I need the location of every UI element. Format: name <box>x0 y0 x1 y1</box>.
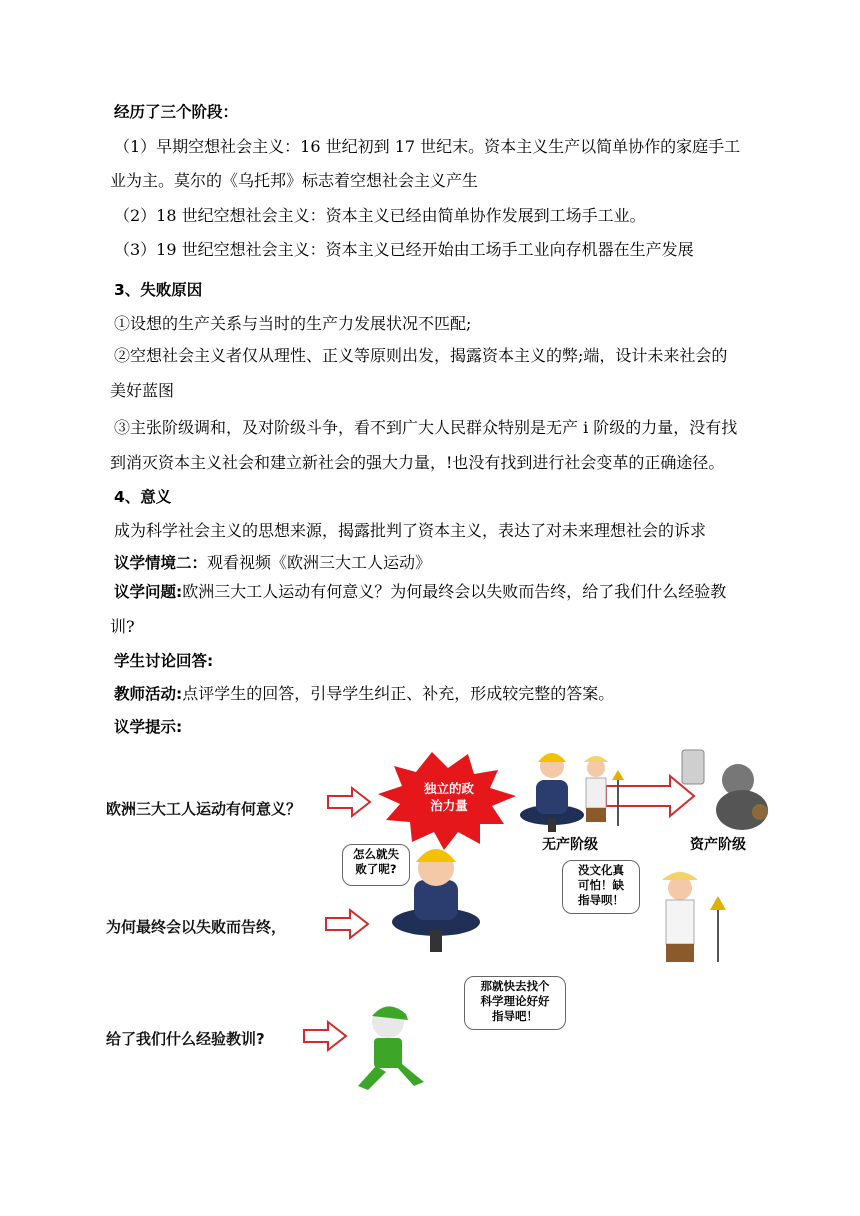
arrow-1 <box>328 788 370 816</box>
arrow-4 <box>606 776 694 816</box>
reason-2-line1: ②空想社会主义者仅从理性、正义等原则出发，揭露资本主义的弊;端，设计未来社会的 <box>114 346 728 365</box>
worker-standing-middle <box>662 872 726 962</box>
burst-text <box>414 780 484 814</box>
reason-2-line2: 美好蓝图 <box>110 381 175 400</box>
bourgeoisie-caption: 资产阶级 <box>690 837 746 853</box>
stage1-line1: （1）早期空想社会主义：16 世纪初到 17 世纪末。资本主义生产以简单协作的家庭手工 <box>114 137 741 156</box>
green-figure-illustration <box>358 1006 424 1090</box>
significance-text: 成为科学社会主义的思想来源，揭露批判了资本主义，表达了对未来理想社会的诉求 <box>114 521 707 540</box>
figure-question-3: 给了我们什么经验教训? <box>106 1030 265 1048</box>
hint-label: 议学提示: <box>114 718 183 736</box>
reason-3-line1: ③主张阶级调和，及对阶级斗争，看不到广大人民群众特别是无产 i 阶级的力量，没有找 <box>114 418 738 437</box>
situation-text: 观看视频《欧洲三大工人运动》 <box>207 553 432 572</box>
bubble2-line1: 没文化真 <box>578 863 624 877</box>
reason-1: ①设想的生产关系与当时的生产力发展状况不匹配; <box>114 314 472 333</box>
bubble3-line2: 科学理论好好 <box>480 994 550 1008</box>
speech-bubble-2 <box>562 860 640 914</box>
student-answer: 学生讨论回答: <box>114 652 214 670</box>
bubble1-line1: 怎么就失 <box>353 847 399 861</box>
worker-top-illustration <box>520 753 584 832</box>
bubble3-line1: 那就快去找个 <box>480 979 550 993</box>
speech-bubble-3 <box>464 976 566 1030</box>
question-text: 欧洲三大工人运动有何意义？为何最终会以失败而告终，给了我们什么经验教 <box>182 582 727 601</box>
stage2: （2）18 世纪空想社会主义：资本主义已经由简单协作发展到工场手工业。 <box>114 206 646 225</box>
bubble2-line2: 可怕！缺 <box>578 878 624 892</box>
failure-heading: 3、失败原因 <box>114 281 203 299</box>
stages-heading: 经历了三个阶段： <box>114 103 239 121</box>
speech-bubble-1 <box>342 844 410 886</box>
teacher-line <box>114 684 614 704</box>
burst-line-2: 治力量 <box>430 798 468 813</box>
burst-line-1: 独立的政 <box>423 781 474 796</box>
teacher-label: 教师活动: <box>114 685 183 703</box>
teacher-text: 点评学生的回答，引导学生纠正、补充，形成较完整的答案。 <box>182 684 615 703</box>
question-label: 议学问题: <box>114 583 183 601</box>
reason-3-line2: 到消灭资本主义社会和建立新社会的强大力量，!也没有找到进行社会变革的正确途径。 <box>110 453 725 472</box>
proletariat-caption: 无产阶级 <box>542 837 598 853</box>
hint-figure <box>96 740 786 1100</box>
bubble2-line3: 指导呗！ <box>578 893 624 907</box>
arrow-3 <box>304 1022 346 1050</box>
figure-question-2: 为何最终会以失败而告终， <box>106 918 287 936</box>
bubble3-line3: 指导吧！ <box>492 1009 538 1023</box>
capitalist-illustration <box>682 750 768 830</box>
bubble1-line2: 败了呢? <box>355 862 397 876</box>
situation-label: 议学情境二： <box>114 554 208 572</box>
stage3: （3）19 世纪空想社会主义：资本主义已经开始由工场手工业向存机器在生产发展 <box>114 240 694 259</box>
arrow-2 <box>326 910 368 938</box>
figure-question-1: 欧洲三大工人运动有何意义？ <box>106 800 302 818</box>
question-line2: 训? <box>110 617 135 636</box>
question-line1 <box>114 582 726 602</box>
stage1-line2: 业为主。莫尔的《乌托邦》标志着空想社会主义产生 <box>110 171 479 190</box>
significance-heading: 4、意义 <box>114 488 172 506</box>
worker-standing-top <box>584 756 624 826</box>
situation-line <box>114 553 431 573</box>
